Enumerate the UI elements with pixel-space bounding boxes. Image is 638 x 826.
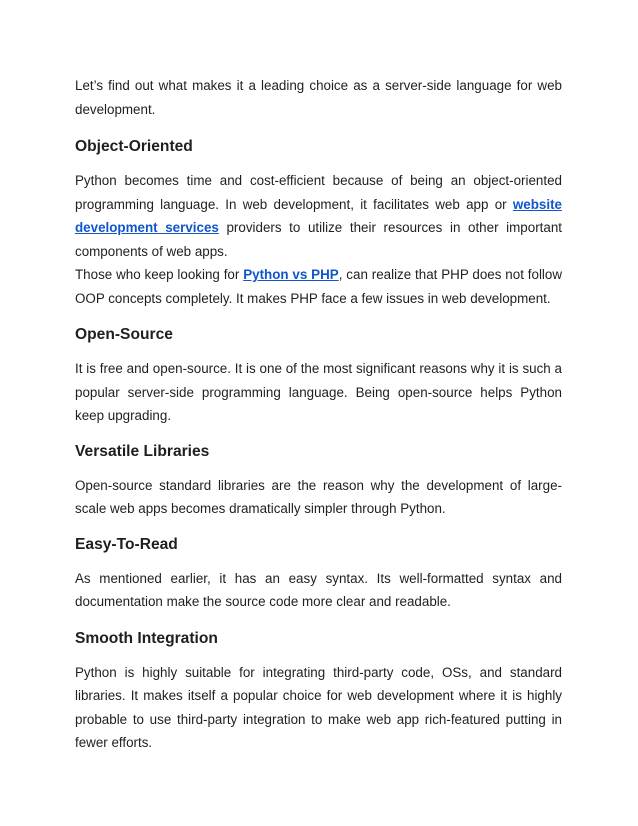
smooth-integration-paragraph: Python is highly suitable for integrating third-party code, OSs, and standard libraries. It makes itself a popular choice for web development where it is highly probable to use third-party integration to make web app rich-featured putting in fewer efforts. bbox=[75, 664, 562, 750]
website-development-services-link[interactable]: website development services bbox=[75, 196, 562, 235]
open-source-paragraph: It is free and open-source. It is one of the most significant reasons why it is such a popular server-side programming language. Being open-source helps Python keep upgrading. bbox=[75, 361, 562, 423]
python-vs-php-paragraph bbox=[75, 263, 562, 310]
heading-versatile-libraries: Versatile Libraries bbox=[75, 442, 210, 460]
heading-easy-to-read: Easy-To-Read bbox=[75, 535, 178, 553]
python-vs-php-link[interactable]: Python vs PHP bbox=[243, 267, 339, 282]
easy-to-read-paragraph: As mentioned earlier, it has an easy syntax. Its well-formatted syntax and documentation make the source code more clear and readable. bbox=[75, 570, 562, 609]
heading-open-source: Open-Source bbox=[75, 326, 173, 343]
versatile-libraries-paragraph: Open-source standard libraries are the reason why the development of large-scale web apps becomes dramatically simpler through Python. bbox=[75, 477, 562, 516]
heading-object-oriented: Object-Oriented bbox=[75, 138, 193, 155]
heading-smooth-integration: Smooth Integration bbox=[75, 629, 218, 647]
object-oriented-text-start: Python becomes time and cost-efficient because of being an object-oriented programming language. In web development, it facilitates web app or bbox=[75, 173, 562, 212]
python-vs-php-text-end: , can realize that PHP does not follow OOP concepts completely. It makes PHP face a few issues in web development. bbox=[75, 267, 563, 306]
python-vs-php-text-start: Those who keep looking for bbox=[75, 267, 244, 282]
object-oriented-paragraph bbox=[75, 169, 562, 263]
intro-paragraph: Let’s find out what makes it a leading choice as a server-side language for web development. bbox=[75, 78, 562, 117]
object-oriented-text-end: providers to utilize their resources in other important components of web apps. bbox=[75, 220, 562, 259]
